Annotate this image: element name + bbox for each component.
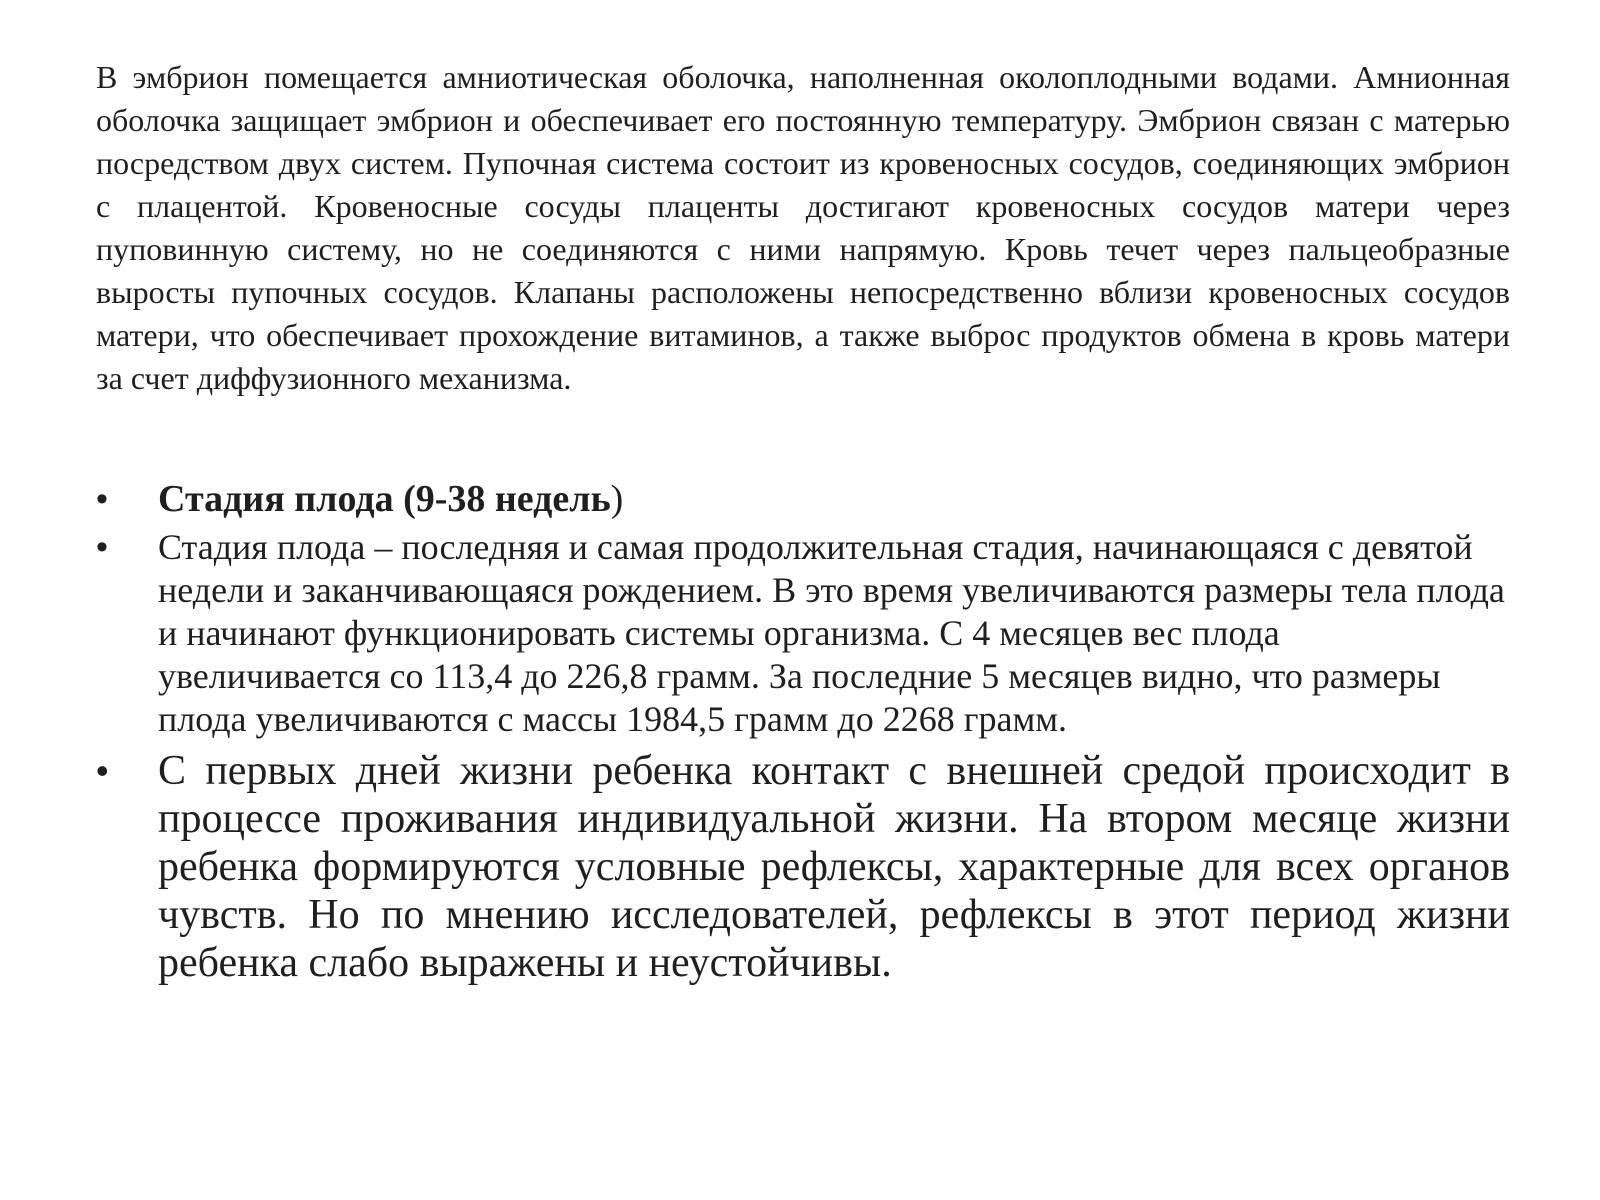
fetal-stage-heading (158, 478, 623, 520)
early-life-reflexes-text: С первых дней жизни ребенка контакт с внешней средой происходит в процессе проживания индивидуальной жизни. На втором месяце жизни ребенка формируются условные рефлексы, характерные для всех органов чувств. Но по мнению исследователей, рефлексы в этот период жизни ребенка слабо выражены и неустойчивы. (158, 748, 1510, 986)
bullet-item-early-life-reflexes (96, 747, 1510, 987)
bullet-item-fetal-stage-description (96, 526, 1510, 741)
fetal-stage-heading-bold: Стадия плода (9-38 недель (158, 478, 611, 520)
bullet-icon: • (96, 480, 108, 518)
fetal-stage-heading-tail: ) (610, 478, 624, 520)
bullet-item-fetal-stage-heading (96, 476, 1510, 522)
fetal-stage-description: Стадия плода – последняя и самая продолжительная стадия, начинающаяся с девятой недели и заканчивающаяся рождением. В это время увеличиваются размеры тела плода и начинают функционировать системы организма. С 4 месяцев вес плода увеличивается со 113,4 до 226,8 грамм. За последние 5 месяцев видно, что размеры плода увеличиваются с массы 1984,5 грамм до 2268 грамм. (158, 527, 1505, 739)
intro-paragraph: В эмбрион помещается амниотическая оболочка, наполненная околоплодными водами. Амнионная оболочка защищает эмбрион и обеспечивает его постоянную температуру. Эмбрион связан с матерью посредством двух систем. Пупочная система состоит из кровеносных сосудов, соединяющих эмбрион с плацентой. Кровеносные сосуды плаценты достигают кровеносных сосудов матери через пуповинную систему, но не соединяются с ними напрямую. Кровь течет через пальцеобразные выросты пупочных сосудов. Клапаны расположены непосредственно вблизи кровеносных сосудов матери, что обеспечивает прохождение витаминов, а также выброс продуктов обмена в кровь матери за счет диффузионного механизма. (96, 59, 1510, 396)
bullet-list (96, 476, 1510, 987)
bullet-icon: • (96, 528, 108, 566)
bullet-icon: • (96, 750, 109, 791)
